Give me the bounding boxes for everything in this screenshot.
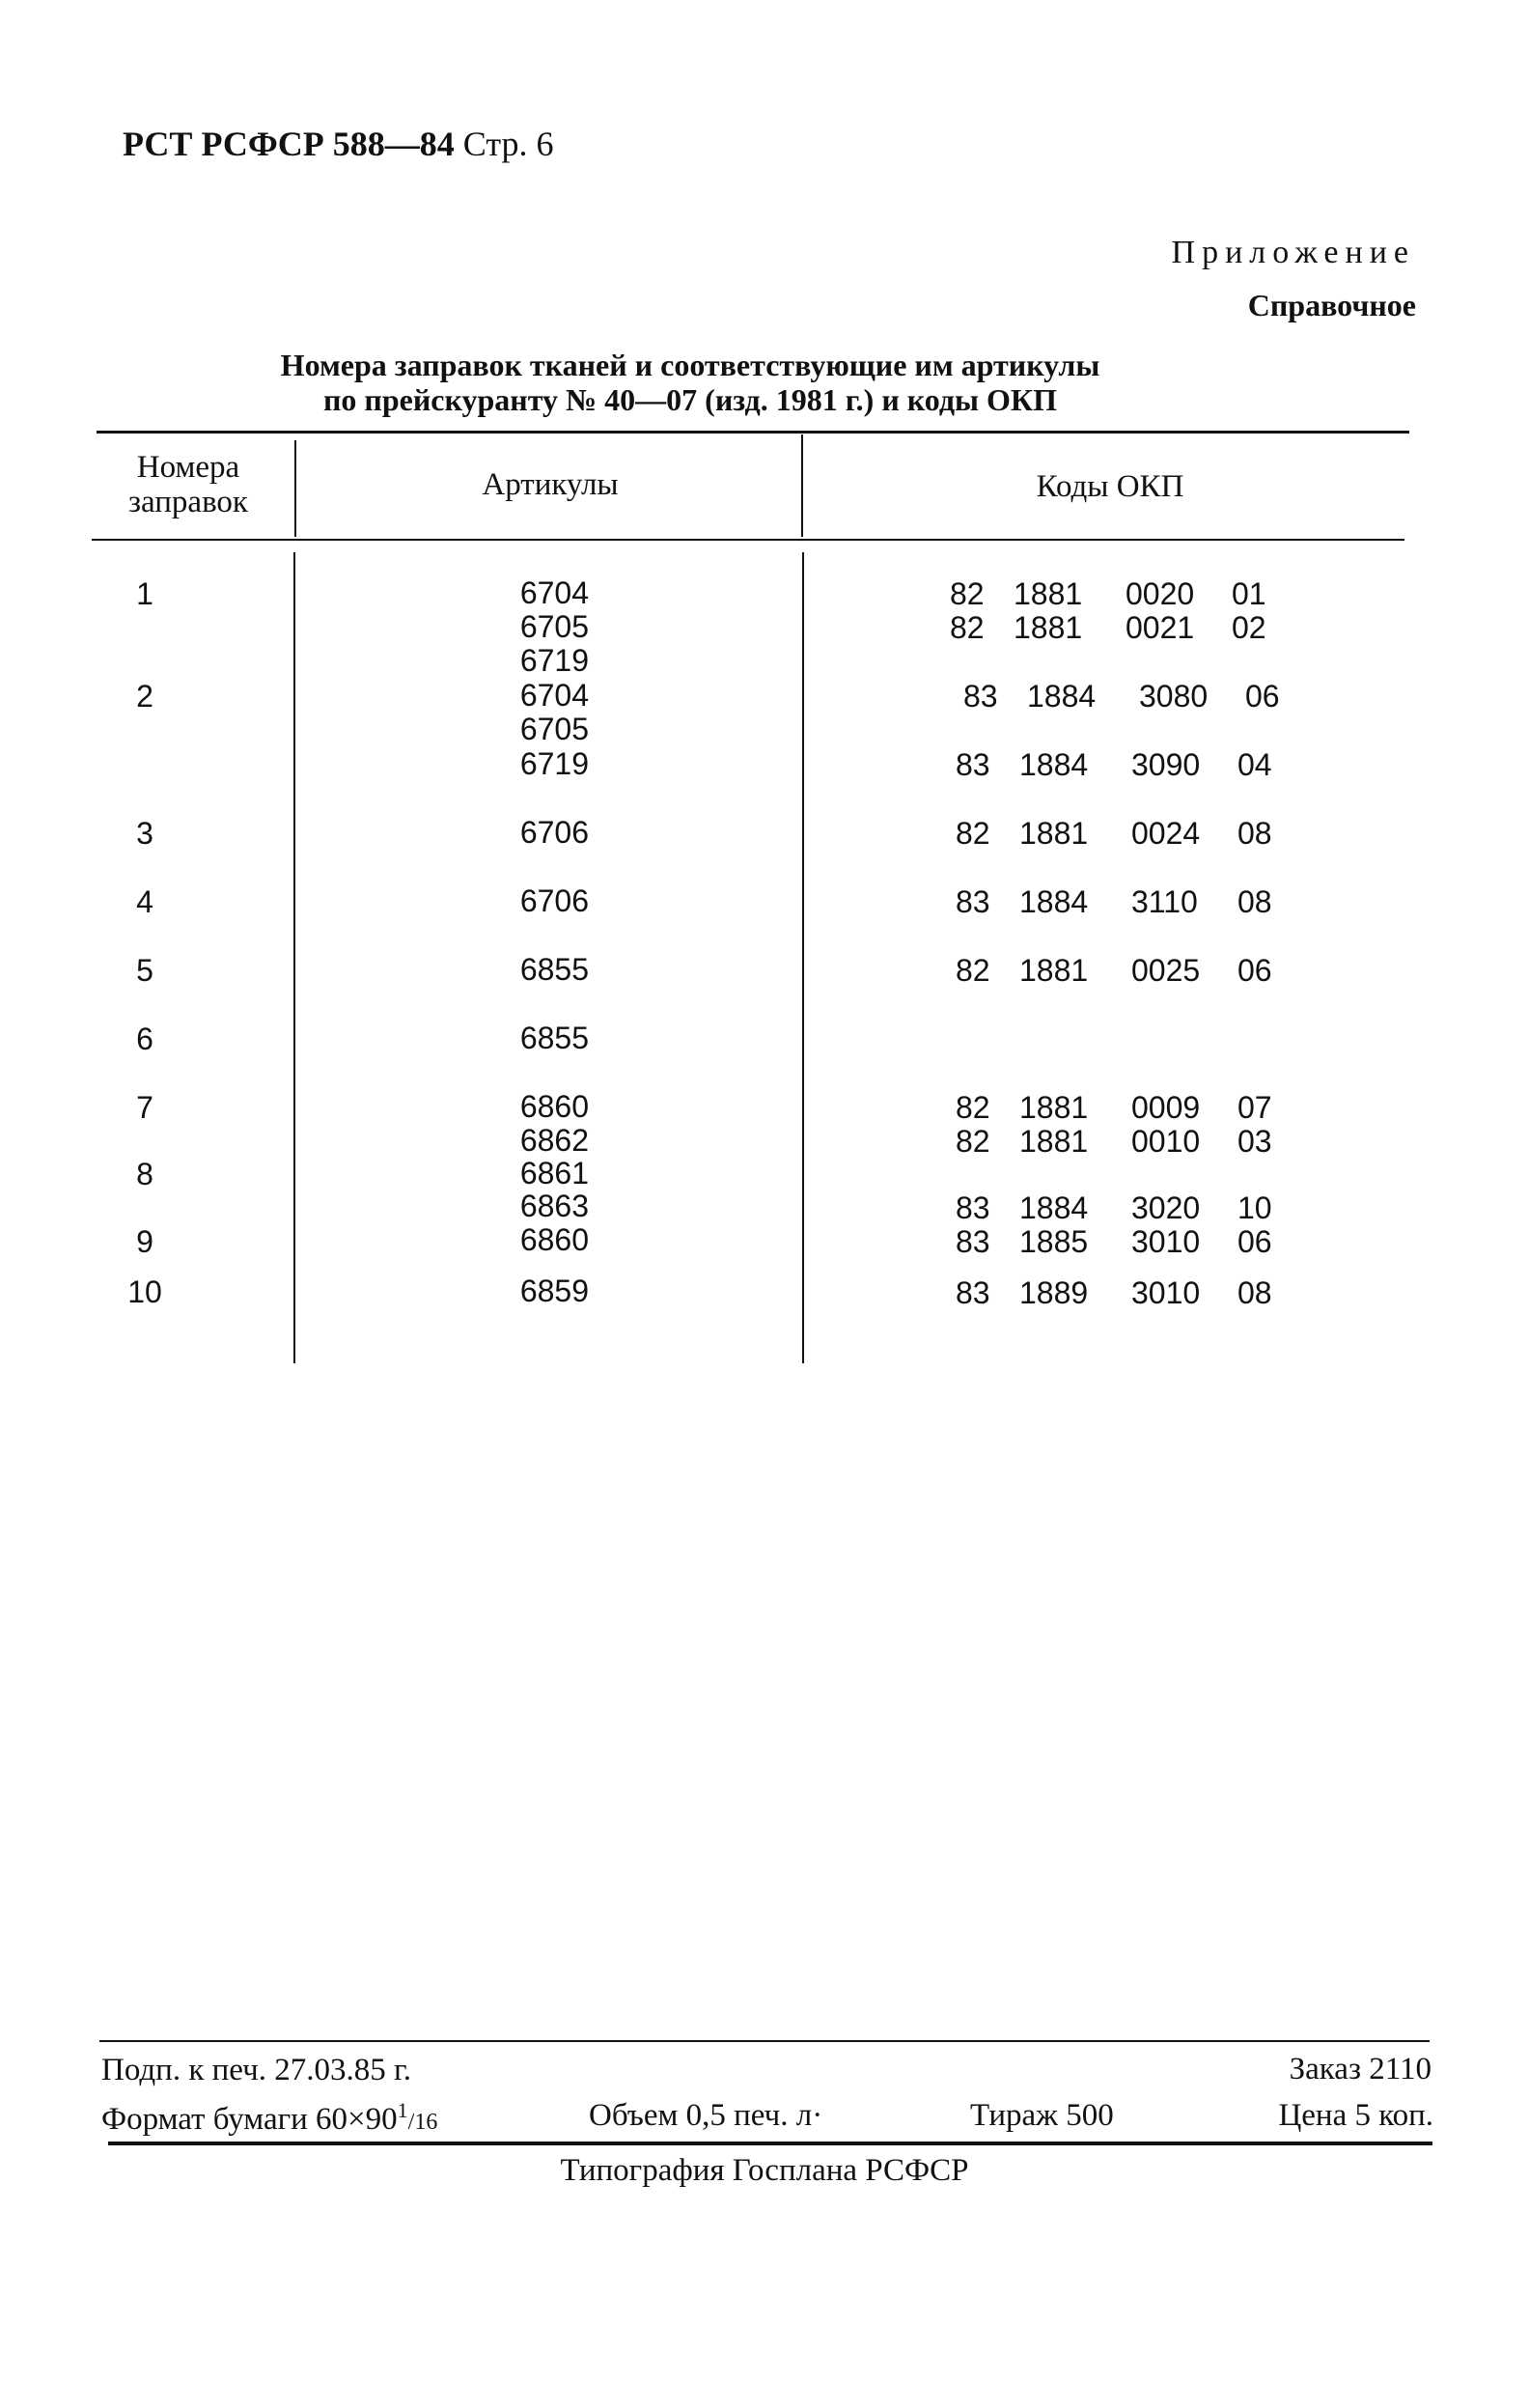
okp-part: 82 (956, 1124, 990, 1159)
table-cell-okp (956, 817, 1276, 850)
okp-part: 01 (1232, 576, 1266, 611)
table-top-rule (97, 431, 1409, 434)
okp-part: 83 (963, 679, 998, 714)
table-cell-number: 2 (136, 679, 153, 714)
table-cell-article: 6861 (519, 1156, 589, 1190)
table-cell-article: 6705 (519, 712, 589, 746)
okp-part: 1889 (1019, 1275, 1089, 1310)
table-cell-okp (956, 1276, 1276, 1309)
okp-part: 1881 (1014, 610, 1083, 645)
imprint-printer: Типография Госплана РСФСР (560, 2153, 969, 2188)
okp-part: 10 (1237, 1190, 1272, 1225)
column-header-numbers-line1: Номера (136, 450, 240, 485)
okp-part: 06 (1237, 1224, 1272, 1259)
table-cell-number: 6 (136, 1022, 153, 1056)
okp-part: 0024 (1131, 816, 1201, 851)
table-title-line1: Номера заправок тканей и соответствующие им артикулы (280, 348, 1100, 382)
okp-part: 0025 (1131, 953, 1201, 988)
table-cell-article: 6706 (519, 883, 589, 918)
table-cell-article: 6859 (519, 1274, 589, 1308)
table-cell-okp (950, 577, 1270, 610)
table-cell-number: 8 (136, 1157, 153, 1191)
table-cell-okp (956, 954, 1276, 987)
table-header-rule (92, 539, 1404, 541)
imprint-format-sub: /16 (407, 2110, 438, 2135)
imprint-signed: Подп. к печ. 27.03.85 г. (101, 2053, 412, 2087)
okp-part: 1884 (1019, 884, 1089, 919)
okp-part: 1881 (1019, 816, 1089, 851)
okp-part: 82 (956, 1090, 990, 1125)
table-cell-number: 3 (136, 816, 153, 851)
okp-part: 0010 (1131, 1124, 1201, 1159)
table-cell-article: 6862 (519, 1123, 589, 1158)
table-cell-okp (963, 680, 1284, 713)
okp-part: 83 (956, 884, 990, 919)
table-cell-okp (956, 1225, 1276, 1258)
imprint-circulation: Тираж 500 (970, 2098, 1114, 2133)
okp-part: 83 (956, 747, 990, 782)
table-cell-article: 6860 (519, 1089, 589, 1124)
table-cell-article: 6855 (519, 952, 589, 987)
okp-part: 82 (950, 610, 985, 645)
table-cell-number: 5 (136, 953, 153, 988)
okp-part: 82 (950, 576, 985, 611)
table-cell-number: 4 (136, 884, 153, 919)
table-cell-article: 6860 (519, 1222, 589, 1257)
table-cell-article: 6704 (519, 678, 589, 713)
page-header (123, 124, 554, 164)
okp-part: 1884 (1019, 1190, 1089, 1225)
table-cell-number: 7 (136, 1090, 153, 1125)
imprint-top-rule (99, 2040, 1430, 2042)
imprint-price: Цена 5 коп. (1278, 2098, 1433, 2133)
table-cell-okp (956, 1091, 1276, 1124)
okp-part: 3090 (1131, 747, 1201, 782)
okp-part: 3010 (1131, 1275, 1201, 1310)
okp-part: 08 (1237, 884, 1272, 919)
column-header-okp: Коды ОКП (1036, 469, 1184, 504)
okp-part: 07 (1237, 1090, 1272, 1125)
imprint-order: Заказ 2110 (1289, 2052, 1432, 2086)
okp-part: 1885 (1019, 1224, 1089, 1259)
column-header-articles: Артикулы (482, 467, 619, 502)
appendix-label: Приложение (1171, 235, 1415, 270)
table-cell-okp (956, 1125, 1276, 1158)
okp-part: 08 (1237, 816, 1272, 851)
okp-part: 0021 (1126, 610, 1195, 645)
okp-part: 3110 (1131, 884, 1198, 919)
okp-part: 3080 (1139, 679, 1209, 714)
table-cell-okp (956, 885, 1276, 918)
okp-part: 3020 (1131, 1190, 1201, 1225)
imprint-format-mid: 90 (365, 2102, 398, 2137)
column-divider-2-body (802, 552, 804, 1363)
okp-part: 1884 (1027, 679, 1097, 714)
table-cell-number: 9 (136, 1224, 153, 1259)
page-number: Стр. 6 (462, 125, 554, 163)
okp-part: 83 (956, 1190, 990, 1225)
table-cell-number: 1 (136, 576, 153, 611)
okp-part: 3010 (1131, 1224, 1201, 1259)
table-cell-article: 6719 (519, 643, 589, 678)
column-header-numbers (92, 450, 285, 519)
table-cell-okp (956, 748, 1276, 781)
table-cell-number: 10 (127, 1274, 162, 1309)
table-cell-okp (956, 1191, 1276, 1224)
okp-part: 06 (1237, 953, 1272, 988)
column-divider-1 (294, 440, 296, 537)
table-title-line2: по прейскуранту № 40—07 (изд. 1981 г.) и коды ОКП (322, 382, 1057, 417)
okp-part: 83 (956, 1275, 990, 1310)
column-header-numbers-line2: заправок (128, 485, 248, 519)
column-divider-2 (801, 434, 803, 537)
table-cell-article: 6855 (519, 1021, 589, 1055)
okp-part: 0020 (1126, 576, 1195, 611)
okp-part: 03 (1237, 1124, 1272, 1159)
okp-part: 1884 (1019, 747, 1089, 782)
okp-part: 82 (956, 816, 990, 851)
times-sign: × (348, 2102, 366, 2137)
okp-part: 83 (956, 1224, 990, 1259)
imprint-format-sup: 1 (397, 2098, 408, 2122)
okp-part: 04 (1237, 747, 1272, 782)
okp-part: 1881 (1019, 1090, 1089, 1125)
okp-part: 1881 (1014, 576, 1083, 611)
table-cell-article: 6704 (519, 575, 589, 610)
imprint-bottom-rule (108, 2142, 1432, 2145)
okp-part: 02 (1232, 610, 1266, 645)
standard-number: РСТ РСФСР 588—84 (123, 125, 455, 163)
okp-part: 06 (1245, 679, 1280, 714)
table-cell-article: 6863 (519, 1189, 589, 1223)
okp-part: 1881 (1019, 953, 1089, 988)
table-cell-article: 6706 (519, 815, 589, 850)
okp-part: 82 (956, 953, 990, 988)
appendix-type: Справочное (1247, 288, 1416, 322)
imprint-format-prefix: Формат бумаги 60 (101, 2102, 348, 2137)
okp-part: 08 (1237, 1275, 1272, 1310)
imprint-format (101, 2098, 437, 2138)
okp-part: 0009 (1131, 1090, 1201, 1125)
column-divider-1-body (293, 552, 295, 1363)
imprint-volume: Объем 0,5 печ. л· (589, 2098, 823, 2133)
table-cell-article: 6705 (519, 609, 589, 644)
okp-part: 1881 (1019, 1124, 1089, 1159)
table-cell-okp (950, 611, 1270, 644)
table-cell-article: 6719 (519, 746, 589, 781)
